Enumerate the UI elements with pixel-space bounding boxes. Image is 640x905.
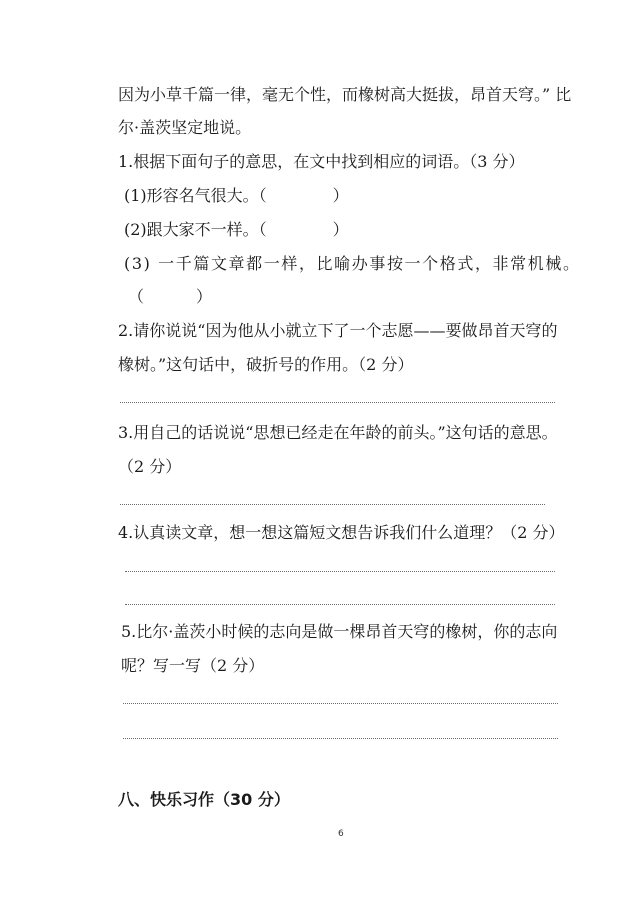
close-paren: ） bbox=[196, 287, 213, 306]
passage-line-1: 因为小草千篇一律，毫无个性，而橡树高大挺拔，昂首天穹。” 比 bbox=[118, 85, 572, 104]
answer-line-q5-1[interactable] bbox=[123, 703, 558, 704]
question-1-item-1 bbox=[124, 186, 349, 206]
question-2-line-2: 橡树。”这句话中，破折号的作用。（2 分） bbox=[118, 355, 414, 374]
answer-line-q4-2[interactable] bbox=[125, 604, 555, 605]
open-paren: （ bbox=[128, 287, 145, 306]
section-8-title: 八、快乐习作（30 分） bbox=[118, 790, 290, 809]
page-number: 6 bbox=[338, 829, 344, 839]
question-1-item-2-text: (2)跟大家不一样。（ bbox=[124, 220, 267, 239]
question-5-line-1: 5.比尔·盖茨小时候的志向是做一棵昂首天穹的橡树，你的志向 bbox=[121, 622, 558, 641]
close-paren: ） bbox=[332, 186, 349, 205]
answer-line-q4-1[interactable] bbox=[125, 571, 555, 572]
answer-line-q5-2[interactable] bbox=[123, 738, 558, 739]
question-5-line-2: 呢？写一写（2 分） bbox=[121, 656, 265, 675]
question-4-line-1: 4.认真读文章，想一想这篇短文想告诉我们什么道理？（2 分） bbox=[118, 523, 565, 542]
close-paren: ） bbox=[332, 220, 349, 239]
question-1-item-1-text: (1)形容名气很大。（ bbox=[124, 186, 267, 205]
question-2-line-1: 2.请你说说“因为他从小就立下了一个志愿——要做昂首天穹的 bbox=[118, 321, 558, 340]
question-1-stem: 1.根据下面句子的意思，在文中找到相应的词语。（3 分） bbox=[118, 152, 525, 171]
question-1-item-2 bbox=[124, 220, 349, 240]
question-1-item-3-answer bbox=[128, 287, 212, 307]
answer-line-q3[interactable] bbox=[120, 504, 545, 505]
answer-line-q2[interactable] bbox=[120, 402, 555, 403]
question-3-line-1: 3.用自己的话说说“思想已经走在年龄的前头。”这句话的意思。 bbox=[118, 423, 558, 442]
question-3-line-2: （2 分） bbox=[118, 457, 182, 476]
passage-line-2: 尔·盖茨坚定地说。 bbox=[118, 118, 252, 137]
question-1-item-3: (3) 一千篇文章都一样，比喻办事按一个格式，非常机械。 bbox=[124, 254, 581, 273]
